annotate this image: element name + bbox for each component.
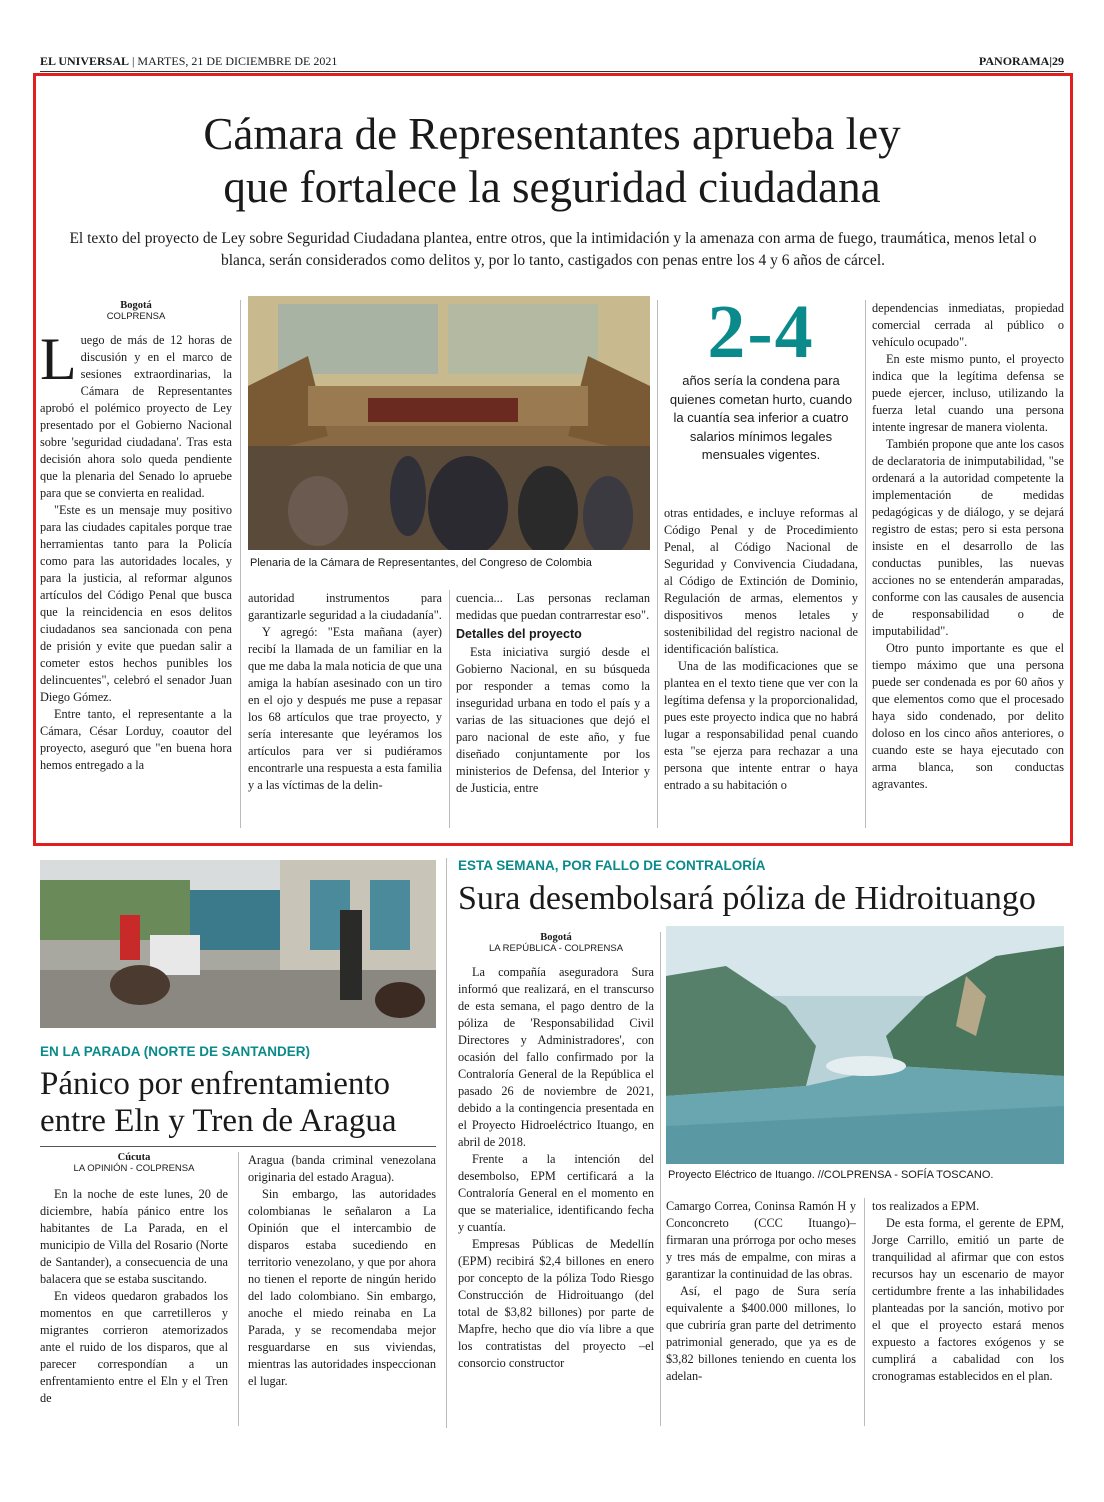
paragraph: otras entidades, e incluye reformas al Código Penal y de Procedimiento Penal, al Código Nacional de Seguridad y Convivencia Ciudadana, al Código de Extinción de Dominio, Regulación de armas, elementos y dispositivos menos letales y sostenibilidad del registro nacional de identificación balística. (664, 506, 858, 656)
paragraph: Otro punto importante es que el tiempo máximo que una persona puede ser condenada es por 60 años y que elementos como que el procesado haya sido condenado, por delito doloso en los cinco años anteriores, o cuando este se haya ejecutado con arma blanca, son conductas agravantes. (872, 641, 1064, 791)
parada-rule (40, 1146, 436, 1147)
paragraph: La compañía aseguradora Sura informó que realizará, en el transcurso de esta semana, el pago dentro de la póliza de 'Responsabilidad Civil Directores y Administradores', con ocasión del fallo confirmado por la Contraloría General de la República el pasado 26 de noviembre de 2021, debido a la contingencia presentada en el Proyecto Hidroeléctrico Ituango, en abril de 2018. (458, 965, 654, 1149)
column-rule (238, 1152, 239, 1426)
paragraph: En este mismo punto, el proyecto indica que la legítima defensa se puede ejercer, incluso, utilizando la fuerza letal cuando una persona intente ingresar de manera violenta. (872, 352, 1064, 434)
byline-city: Cúcuta (117, 1152, 151, 1163)
story-divider (446, 858, 447, 1428)
main-headline-line2: que fortalece la seguridad ciudadana (223, 162, 881, 212)
main-byline (40, 300, 232, 322)
paragraph: tos realizados a EPM. (872, 1199, 980, 1213)
paragraph: En videos quedaron grabados los momentos en que carretilleros y migrantes corrieron atemorizados ante el ruido de los disparos, que al parecer correspondían a un enfrentamiento entre el Eln y el Tren de (40, 1289, 228, 1405)
paragraph: Camargo Correa, Coninsa Ramón H y Conconcreto (CCC Ituango)– firmaran una prórroga por ocho meses y tres más de empalme, con miras a garantizar la continuidad de las obras. (666, 1199, 856, 1281)
byline-agency: LA OPINIÓN - COLPRENSA (73, 1163, 195, 1174)
byline-city: Bogotá (120, 300, 152, 311)
paragraph: Frente a la intención del desembolso, EPM certificará a la Contraloría General en el momento en que se materialice, identificando fecha y cuantía. (458, 1152, 654, 1234)
main-col-3 (456, 590, 650, 828)
parada-col-1 (40, 1186, 228, 1426)
paragraph: En la noche de este lunes, 20 de diciembre, había pánico entre los habitantes de La Parada, en el municipio de Villa del Rosario (Norte de Santander), a consecuencia de una balacera que se estaba suscitando. (40, 1187, 228, 1286)
paragraph: Una de las modificaciones que se plantea en el texto tiene que ver con la legítima defensa y la proporcionalidad, pues este proyecto indica que no habrá lugar a responsabilidad penal cuando esta "se ejerza para rechazar a una persona que intente entrar o haya entrado a su habitación o (664, 659, 858, 792)
column-rule (864, 1198, 865, 1426)
sura-col-2 (666, 1198, 856, 1426)
paragraph: cuencia... Las personas reclaman medidas que puedan contrarrestar eso". (456, 591, 650, 622)
column-rule (657, 300, 658, 828)
column-rule (449, 590, 450, 828)
sura-col-3 (872, 1198, 1064, 1426)
paragraph: Entre tanto, el representante a la Cámara, César Lorduy, coautor del proyecto, aseguró que "en buena hora hemos entregado a la (40, 707, 232, 772)
paper-name: EL UNIVERSAL (40, 54, 130, 68)
byline-agency: LA REPÚBLICA - COLPRENSA (488, 943, 624, 954)
page-header (40, 54, 1064, 72)
main-headline-line1: Cámara de Representantes aprueba ley (203, 109, 901, 159)
byline-agency: COLPRENSA (106, 311, 166, 322)
parada-kicker: EN LA PARADA (NORTE DE SANTANDER) (40, 1044, 310, 1059)
column-rule (660, 932, 661, 1426)
parada-byline (40, 1152, 228, 1174)
plenary-photo (248, 296, 650, 550)
paragraph: Así, el pago de Sura sería equivalente a $400.000 millones, lo que cubriría gran parte del detrimento patrimonial generado, que ya es de $3,82 billones teniendo en cuenta los adelan- (666, 1284, 856, 1383)
paragraph: Aragua (banda criminal venezolana originaria del estado Aragua). (248, 1153, 436, 1184)
plenary-photo-caption: Plenaria de la Cámara de Representantes, del Congreso de Colombia (250, 557, 592, 569)
paragraph: uego de más de 12 horas de discusión y en el marco de sesiones extraordinarias, la Cámara de Representantes aprobó el polémico proyecto de Ley presentado por el Gobierno Nacional sobre 'seguridad ciudadana'. Tras esta decisión ahora solo queda pendiente que la plenaria del Senado lo apruebe para que se convierta en realidad. (40, 333, 232, 500)
hidroituango-photo (666, 926, 1064, 1164)
header-rule (40, 71, 1064, 72)
parada-headline-line1: Pánico por enfrentamiento (40, 1066, 391, 1102)
parada-headline-line2: entre Eln y Tren de Aragua (40, 1103, 397, 1139)
paragraph: También propone que ante los casos de declaratoria de inimputabilidad, "se ordenará a la autoridad competente la implementación de medidas pedagógicas y de diálogo, y se dejará registro de estas; pero si esta persona insiste en el desarrollo de las conductas punibles, las nuevas acciones no se entenderán amparadas, conforme con las causales de ausencia de responsabilidad o de imputabilidad". (872, 437, 1064, 638)
stat-text: años sería la condena para quienes cometan hurto, cuando la cuantía sea inferior a cuatro salarios mínimos legales mensuales vigentes. (669, 373, 853, 462)
parada-headline (40, 1066, 436, 1140)
hidroituango-photo-caption: Proyecto Eléctrico de Ituango. //COLPRENSA - SOFÍA TOSCANO. (668, 1169, 994, 1181)
sura-headline: Sura desembolsará póliza de Hidroituango (458, 880, 1036, 917)
paragraph: dependencias inmediatas, propiedad comercial cerrada al público o vehículo ocupado". (872, 301, 1064, 349)
column-rule (240, 300, 241, 828)
byline-city: Bogotá (540, 932, 572, 943)
main-subtitle: El texto del proyecto de Ley sobre Seguridad Ciudadana plantea, entre otros, que la intimidación y la amenaza con arma de fuego, traumática, menos letal o blanca, serán considerados como delitos y, por lo tanto, castigados con penas entre los 4 y 6 años de cárcel. (69, 230, 1037, 269)
issue-date: | MARTES, 21 DE DICIEMBRE DE 2021 (132, 54, 338, 68)
column-rule (865, 300, 866, 828)
main-col-5 (872, 300, 1064, 828)
dropcap: L (40, 332, 77, 392)
paragraph: autoridad instrumentos para garantizarle seguridad a la ciudadanía". (248, 591, 442, 622)
paragraph: Y agregó: "Esta mañana (ayer) recibí la llamada de un familiar en la que me daba la mala noticia de que una amiga la habían asesinado con un tiro en el ojo y después me puse a repasar los 68 artículos que trae proyecto, y sería interesante que leyéramos los artículos para ver si pudiéramos encontrarle una respuesta a esta familia y a las víctimas de la delin- (248, 625, 442, 792)
section-heading: Detalles del proyecto (456, 627, 582, 641)
sura-byline (458, 932, 654, 954)
paragraph: Sin embargo, las autoridades colombianas le señalaron a La Opinión que el intercambio de disparos estaba sucediendo en territorio venezolano, y que por ahora no tienen el reporte de ningún herido del lado colombiano. Sin embargo, anoche el miedo reinaba en La Parada, y se recomendaba mejor resguardarse en sus viviendas, mientras las autoridades inspeccionan el lugar. (248, 1187, 436, 1388)
main-col-1 (40, 332, 232, 828)
main-col-4 (664, 505, 858, 828)
paragraph: Empresas Públicas de Medellín (EPM) recibirá $2,4 billones en enero por concepto de la póliza Todo Riesgo Construcción de Hidroituango (del total de $3,82 billones) por parte de Mapfre, hecho que dio vía libre a que los contratistas del proyecto –el consorcio constructor (458, 1237, 654, 1370)
parada-photo (40, 860, 436, 1028)
paragraph: Esta iniciativa surgió desde el Gobierno Nacional, en su búsqueda por responder a temas como la inseguridad urbana en todo el país y a varias de las situaciones que dejó el paro nacional de este año, y fue diseñado conjuntamente por los ministerios de Defensa, del Interior y de Justicia, entre (456, 645, 650, 795)
sura-col-1 (458, 964, 654, 1426)
paragraph: "Este es un mensaje muy positivo para las ciudades capitales porque trae herramientas tanto para la Policía como para las autoridades locales, y para la justicia, al reformar algunos artículos del Código Penal que busca que la reincidencia en esos delitos ciudadanos sea sancionada con pena de prisión y evite que puedan salir a cometer estos hechos punibles los delincuentes", celebró el senador Juan Diego Gómez. (40, 503, 232, 704)
paragraph: De esta forma, el gerente de EPM, Jorge Carrillo, emitió un parte de tranquilidad al afirmar que con estos recursos hay un escenario de mayor certidumbre frente a las inhabilidades planteadas por la sanción, motivo por el que el proyecto estará menos expuesto a factores exógenos y se cumplirá a cabalidad con los cronogramas establecidos en el plan. (872, 1216, 1064, 1383)
parada-col-2 (248, 1152, 436, 1426)
main-col-2 (248, 590, 442, 828)
main-headline (40, 108, 1064, 214)
sura-kicker: ESTA SEMANA, POR FALLO DE CONTRALORÍA (458, 858, 766, 873)
stat-number: 2-4 (707, 290, 815, 374)
section-page: PANORAMA|29 (978, 54, 1064, 68)
